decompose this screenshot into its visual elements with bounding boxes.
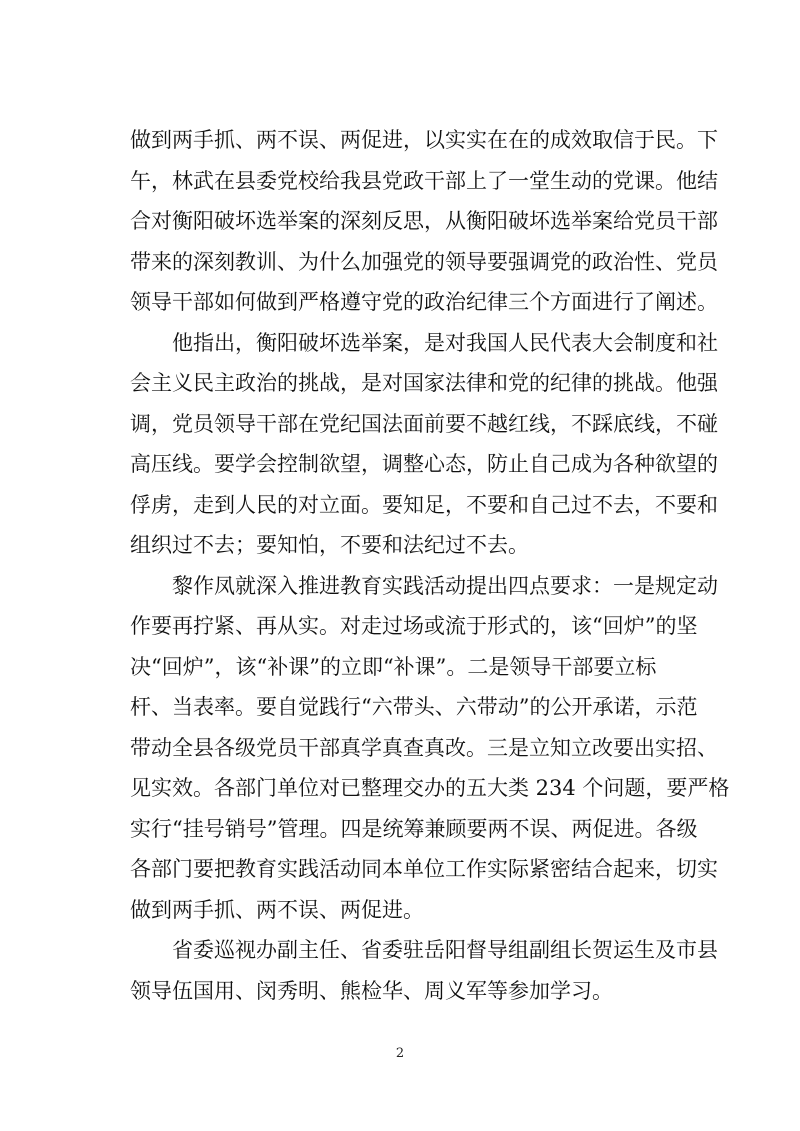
text-line: 各部门要把教育实践活动同本单位工作实际紧密结合起来，切实 xyxy=(130,857,718,881)
text-line: 杆、当表率。要自觉践行“六带头、六带动”的公开承诺，示范 xyxy=(130,695,698,719)
text-line: 高压线。要学会控制欲望，调整心态，防止自己成为各种欲望的 xyxy=(130,452,718,476)
text-line: 领导伍国用、闵秀明、熊检华、周义军等参加学习。 xyxy=(130,978,613,1003)
text-line: 做到两手抓、两不误、两促进，以实实在在的成效取信于民。下 xyxy=(130,128,718,152)
text-line: 领导干部如何做到严格遵守党的政治纪律三个方面进行了阐述。 xyxy=(130,290,718,314)
text-line: 带动全县各级党员干部真学真查真改。三是立知立改要出实招、 xyxy=(130,735,718,760)
text-line: 实行“挂号销号”管理。四是统筹兼顾要两不误、两促进。各级 xyxy=(130,816,698,841)
text-line: 黎作凤就深入推进教育实践活动提出四点要求：一是规定动 xyxy=(130,573,718,598)
paragraph-1 xyxy=(130,120,718,323)
text-line: 决“回炉”，该“补课”的立即“补课”。二是领导干部要立标 xyxy=(130,654,657,679)
text-line: 俘虏，走到人民的对立面。要知足，不要和自己过不去，不要和 xyxy=(130,492,718,517)
text-line: 调，党员领导干部在党纪国法面前要不越红线，不踩底线，不碰 xyxy=(130,411,718,436)
paragraph-4 xyxy=(130,930,718,1011)
text-line: 见实效。各部门单位对已整理交办的五大类 234 个问题，要严格 xyxy=(130,776,730,800)
text-line: 会主义民主政治的挑战，是对国家法律和党的纪律的挑战。他强 xyxy=(130,371,718,395)
text-line: 做到两手抓、两不误、两促进。 xyxy=(130,897,424,922)
text-line: 合对衡阳破坏选举案的深刻反思，从衡阳破坏选举案给党员干部 xyxy=(130,209,718,233)
page-number: 2 xyxy=(395,1046,405,1061)
paragraph-3 xyxy=(130,566,730,931)
body-text xyxy=(130,120,730,1011)
text-line: 午，林武在县委党校给我县党政干部上了一堂生动的党课。他结 xyxy=(130,168,718,193)
text-line: 作要再拧紧、再从实。对走过场或流于形式的，该“回炉”的坚 xyxy=(130,614,698,638)
text-line: 省委巡视办副主任、省委驻岳阳督导组副组长贺运生及市县 xyxy=(130,938,718,962)
text-line: 带来的深刻教训、为什么加强党的领导要强调党的政治性、党员 xyxy=(130,249,718,274)
text-line: 他指出，衡阳破坏选举案，是对我国人民代表大会制度和社 xyxy=(130,330,718,355)
text-line: 组织过不去；要知怕，不要和法纪过不去。 xyxy=(130,533,529,557)
paragraph-2 xyxy=(130,323,718,566)
